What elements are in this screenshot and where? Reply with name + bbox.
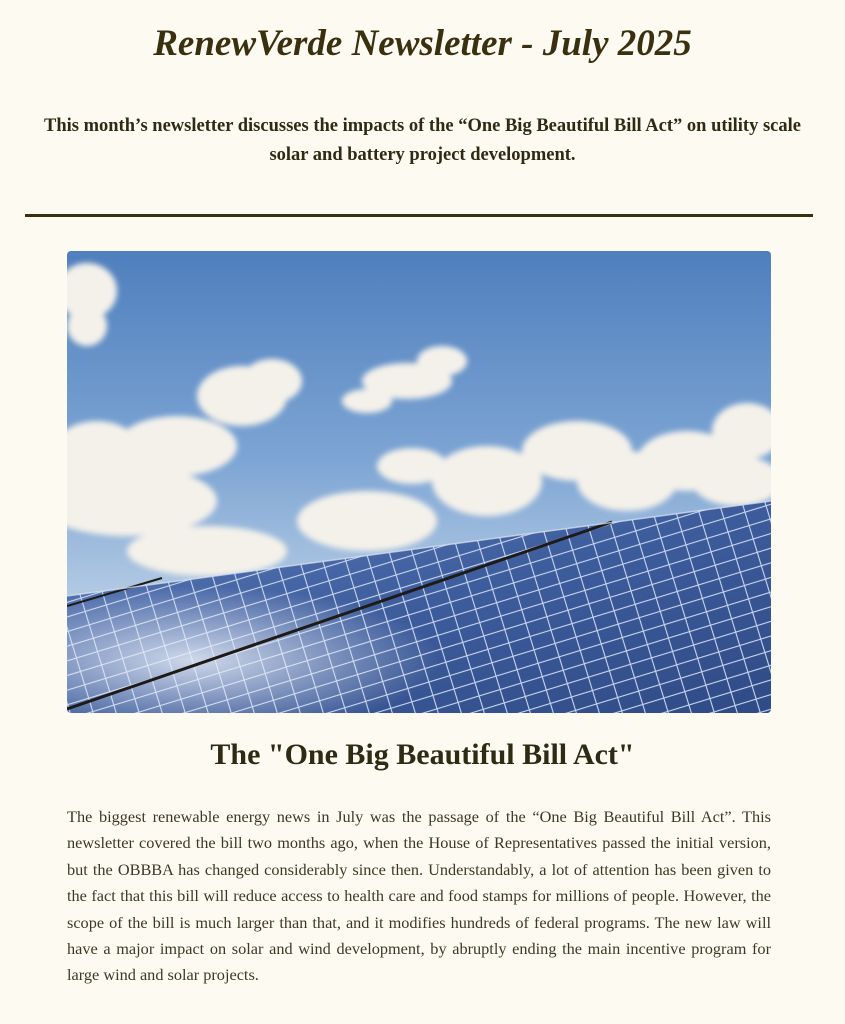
article-heading: The "One Big Beautiful Bill Act"	[210, 738, 635, 771]
newsletter-title: RenewVerde Newsletter - July 2025	[153, 23, 692, 64]
section-divider	[25, 214, 813, 217]
hero-image	[67, 251, 771, 713]
article-paragraph: The biggest renewable energy news in July was the passage of the “One Big Beautiful Bill Act”. This newsletter covered the bill two months ago, when the House of Representatives passed the initial version, but the OBBBA has changed considerably since then. Understandably, a lot of attention has been given to the fact that this bill will reduce access to health care and food stamps for millions of people. However, the scope of the bill is much larger than that, and it modifies hundreds of federal programs. The new law will have a major impact on solar and wind development, by abruptly ending the main incentive program for large wind and solar projects.	[67, 807, 771, 985]
solar-panels-photo	[67, 251, 771, 713]
newsletter-intro: This month’s newsletter discusses the impacts of the “One Big Beautiful Bill Act” on utility scale solar and battery project development.	[44, 116, 801, 165]
